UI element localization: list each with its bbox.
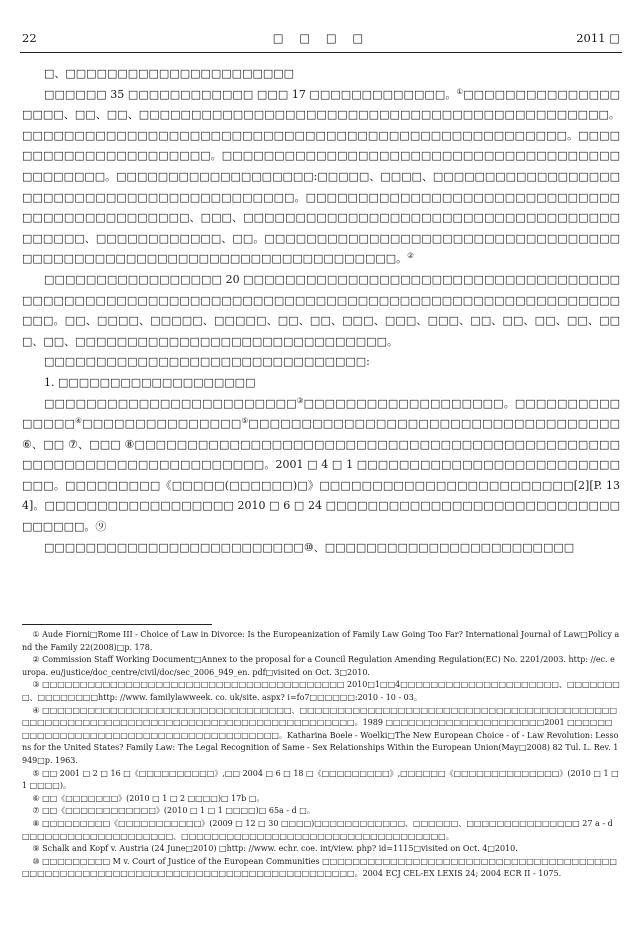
footnote: ⑦ □□《□□□□□□□□□□□□》(2010 □ 1 □ 1 □□□□)□ 65a - d □。	[32, 806, 315, 816]
footnote-ref[interactable]: ②	[407, 251, 414, 261]
footnote: ⑧ □□□□□□□□□《□□□□□□□□□□□》(2009 □ 12 □ 30 □□□□)□□□□□□□□□□□□、□□□□□□、□□□□□□□□□□□□□□□ 27 a - d □□□□□□□□□□□□□□□□□□□□、□□□□□□□□□□□□□□□□□□□□□□□□□□□□□□□□□□□。	[22, 818, 613, 841]
paragraph: □□□□□□□□□□□□□□□□□□□□□□□□③□□□□□□□□□□□□□□□□□□□。□□□□□□□□□□□□□□□④□□□□□□□□□□□□□□□⑤□□□□□□□□□□□□□□□□□□□□□□□□□□□□□□□□□□□ ⑥、□□ ⑦、□□□ ⑧□□□□□□□□□□□□□□□□□□□□□□□□□□□□□□□□□□□□□□□□□□□□□□□□□□□□□□□□□□□□□□□□□□□□□。2001 □ 4 □ 1 □□□□□□□□□□□□□□□□□□□□□□□□□□□□。□□□□□□□□□《□□□□□(□□□□□□)□》□□□□□□□□□□□□□□□□□□□□□□□□[2][P. 134]。□□□□□□□□□□□□□□□□□□ 2010 □ 6 □ 24 □□□□□□□□□□□□□□□□□□□□□□□□□□□□□□□□□□。⑨	[22, 395, 621, 534]
footnote: ① Aude Fiorni□Rome III - Choice of Law in Divorce: Is the Europeanization of Family Law Going Too Far? International Journal of Law□Policy and the Family 22(2008)□p. 178.	[22, 630, 620, 652]
footnote-ref[interactable]: ⑤	[241, 416, 249, 426]
footnote: ⑩ □□□□□□□□□ M v. Court of Justice of the European Communities □□□□□□□□□□□□□□□□□□□□□□□□□□□□□□□□□□□□□□□□□□□□□□□□□□□□□□□□□□□□□□□□□□□□□□□□□□□□□□□□□□□。2004 ECJ CEL-EX LEXIS 24; 2004 ECR II - 1075.	[22, 856, 617, 879]
footnote: ④ □□□□□□□□□□□□□□□□□□□□□□□□□□□□□□□□□、□□□□□□□□□□□□□□□□□□□□□□□□□□□□□□□□□□□□□□□□□□□□□□□□□□□□□□□□□□□□□□□□□□□□□□□□□□□□□□□□□□□□□□。1989 □□□□□□□□□□□□□□□□□□□□□2001 □□□□□□□□□□□□□□□□□□□□□□□□□□□□□□□□□□□□□□□□。Katharina Boele - Woelki□The New European Choice - of - Law Revolution: Lessons for the United States? Family Law: The Legal Recognition of Same - Sex Relationships Within the European Union(May□2008) 82 Tul. L. Rev. 1949□p. 1963.	[22, 705, 619, 765]
footnote-rule	[22, 624, 212, 625]
body-text	[22, 64, 620, 558]
footnote: ② Commission Staff Working Document□Annex to the proposal for a Council Regulation Amending Regulation(EC) No. 2201/2003. http: //ec. europa. eu/justice/doc_centre/civil/doc/sec_2006_949_en. pdf□visited on Oct. 3□2010.	[22, 655, 615, 677]
footnote: ③ □□□□□□□□□□□□□□□□□□□□□□□□□□□□□□□□□□□□□□□□ 2010□1□□4□□□□□□□□□□□□□□□□□□□□□、□□□□□□□□、□□□□□□□□http: //www. familylawweek. co. uk/site. aspx? i=fo7□□□□□□:2010 - 10 - 03。	[22, 680, 620, 702]
footnote: ⑤ □□ 2001 □ 2 □ 16 □《□□□□□□□□□□》,□□ 2004 □ 6 □ 18 □《□□□□□□□□□》,□□□□□□《□□□□□□□□□□□□□□》(2010 □ 1 □ 1 □□□□)。	[22, 768, 619, 791]
subheading: 1. □□□□□□□□□□□□□□□□□□□	[44, 375, 256, 389]
footnotes	[22, 629, 620, 881]
paragraph: □□□□□□□□□□□□□□□□□ 20 □□□□□□□□□□□□□□□□□□□□□□□□□□□□□□□□□□□□□□□□□□□□□□□□□□□□□□□□□□□□□□□□□□□□□□□□□□□□□□□□□□□□□□□□□□□□□□□□。□□、□□□□、□□□□□、□□□□□、□□、□□、□□□、□□□、□□□、□□、□□、□□、□□、□□□、□□、□□□□□□□□□□□□□□□□□□□□□□□□□□□□□□。	[22, 272, 620, 348]
paragraph: □□□□□□□□□□□□□□□□□□□□□□□□□⑩、□□□□□□□□□□□□□□□□□□□□□□□□	[44, 540, 575, 554]
section-heading: □、□□□□□□□□□□□□□□□□□□□□□□	[44, 67, 295, 80]
journal-title: □ □ □ □	[272, 31, 370, 45]
issue-year: 2011 □	[576, 31, 620, 45]
paragraph: □□□□□□ 35 □□□□□□□□□□□□ □□□ 17 □□□□□□□□□□□□□。①□□□□□□□□□□□□□□□□□□□、□□、□□、□□□□□□□□□□□□□□□□□□□□□□□□□□□□□□□□□□□□□□□□□□□□□。□□□□□□□□□□□□□□□□□□□□□□□□□□□□□□□□□□□□□□□□□□□□□□□□□□□□。□□□□□□□□□□□□□□□□□□□□□□。□□□□□□□□□□□□□□□□□□□□□□□□□□□□□□□□□□□□□□□□□□□□□□。□□□□□□□□□□□□□□□□□□□:□□□□□、□□□□、□□□□□□□□□□□□□□□□□□□□□□□□□□□□□□□□□□□□□□□□□□□□。□□□□□□□□□□□□□□□□□□□□□□□□□□□□□□□□□□□□□□□□□□□□□□、□□□、□□□□□□□□□□□□□□□□□□□□□□□□□□□□□□□□□□□□□□□□□□、□□□□□□□□□□□□、□□。□□□□□□□□□□□□□□□□□□□□□□□□□□□□□□□□□□□□□□□□□□□□□□□□□□□□□□□□□□□□□□□□□□□□□□。②	[22, 86, 620, 266]
footnote: ⑨ Schalk and Kopf v. Austria (24 June□2010) □http: //www. echr. coe. int/view. php? id=1115□visited on Oct. 4□2010.	[32, 844, 518, 854]
footnote: ⑥ □□《□□□□□□□》(2010 □ 1 □ 2 □□□□)□ 17b □。	[32, 793, 265, 803]
paragraph: □□□□□□□□□□□□□□□□□□□□□□□□□□□□□□□:	[44, 355, 370, 369]
footnote-ref[interactable]: ④	[75, 416, 83, 426]
header-rule	[20, 52, 622, 53]
page-number: 22	[22, 31, 37, 45]
footnote-ref[interactable]: ③	[296, 395, 304, 405]
footnote-ref[interactable]: ①	[456, 86, 464, 96]
